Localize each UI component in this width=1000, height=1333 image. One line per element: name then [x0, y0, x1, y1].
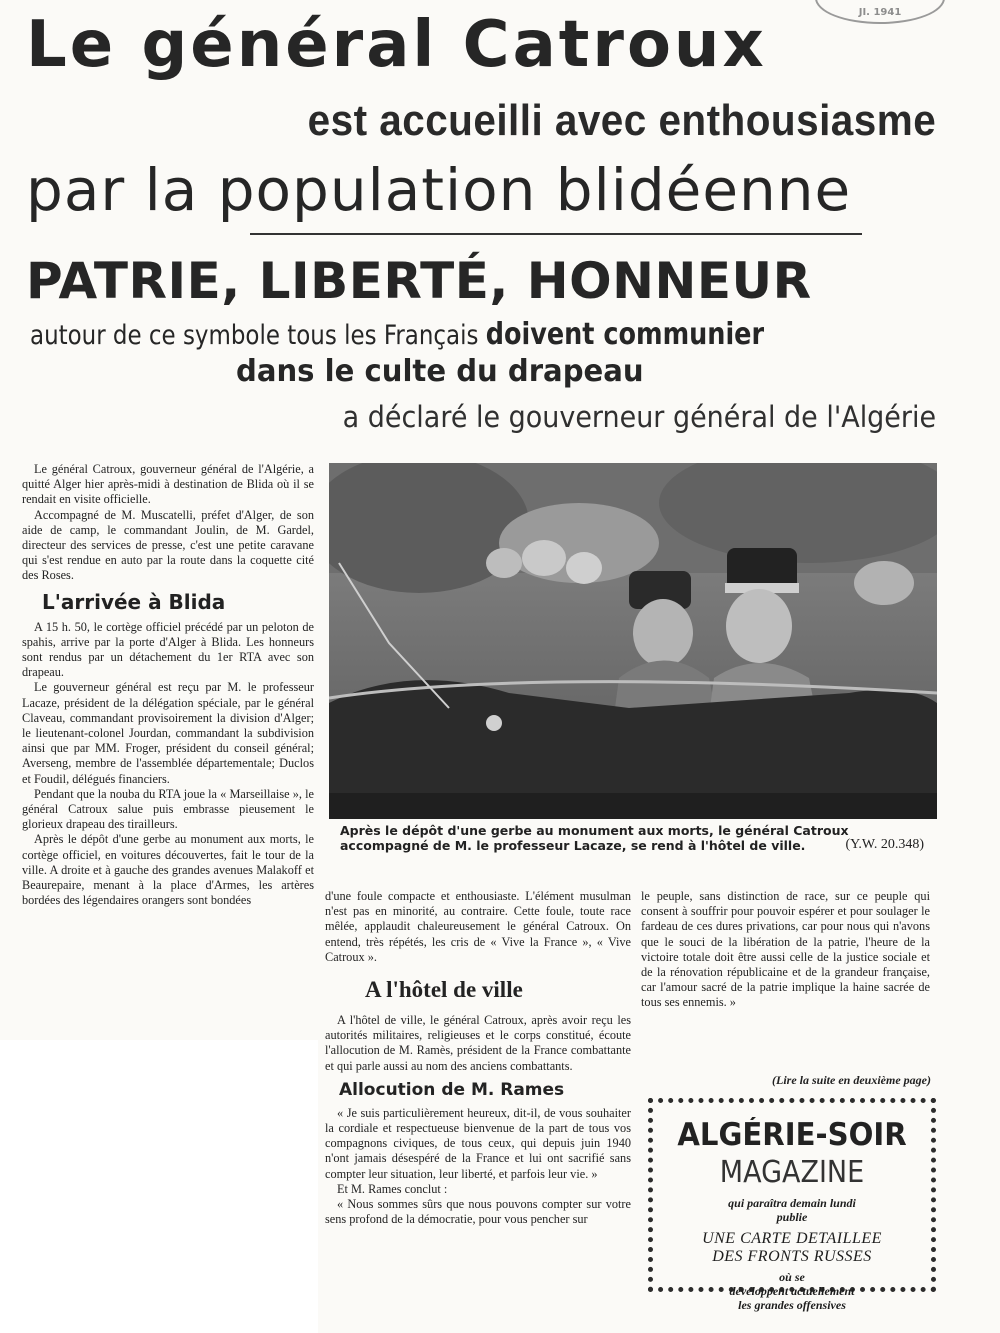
paragraph: Après le dépôt d'une gerbe au monument aux morts, le cortège officiel, en voitures découvertes, fait le tour de la ville. A droite et à gauche des grandes avenues Malakoff et Beaurepaire, menant à la place d'Armes, les artères bordées des légendaires orangers sont bondées — [22, 832, 314, 908]
section-heading: A l'hôtel de ville — [365, 977, 523, 1003]
paragraph: Le général Catroux, gouverneur général de l'Algérie, a quitté Alger hier après-midi à destination de Blida où il se rendait en visite officielle. — [22, 462, 314, 507]
headline-subtitle-2: dans le culte du drapeau — [236, 354, 644, 389]
paragraph: Accompagné de M. Muscatelli, préfet d'Alger, de son aide de camp, le commandant Joulin, de M. Gardel, directeur des services de presse, c'est une petite caravane qui s'est rendue en auto par la route dans la coquette cité des Roses. — [22, 507, 314, 583]
headline-subtitle-a: autour de ce symbole tous les Français — [30, 320, 486, 351]
ad-subtitle: MAGAZINE — [719, 1155, 865, 1190]
headline-line3: par la population blidéenne — [26, 156, 852, 224]
ad-line: qui paraîtra demain lundi — [728, 1196, 856, 1210]
advertisement-box — [648, 1098, 936, 1312]
ad-line: où se — [779, 1270, 805, 1284]
ad-line: DES FRONTS RUSSES — [712, 1248, 872, 1265]
paragraph: le peuple, sans distinction de race, sur ce peuple qui consent à souffrir pour pouvoir espérer et pour soulager le fardeau de ces dures privations, car pour nous qui n'avons que le souci de la libération de la patrie, l'heure de la victoire totale doit être aussi celle de la justice sociale et de la rénovation républicaine et de la grandeur française, car l'amour sacré de la patrie implique la haine sacrée de tous ses ennemis. » — [641, 889, 930, 1010]
photo-caption — [340, 823, 930, 853]
section-heading: Allocution de M. Rames — [339, 1079, 565, 1100]
section-heading: L'arrivée à Blida — [42, 589, 226, 614]
photo-credit: (Y.W. 20.348) — [845, 837, 924, 852]
headline-divider — [250, 233, 862, 235]
headline-main: Le général Catroux — [26, 8, 767, 82]
paragraph: Pendant que la nouba du RTA joue la « Marseillaise », le général Catroux salue puis embrasse pieusement le glorieux drapeau des tirailleurs. — [22, 786, 314, 832]
continued-note: (Lire la suite en deuxième page) — [772, 1073, 931, 1087]
ad-text-2 — [653, 1270, 931, 1312]
ad-feature — [653, 1230, 931, 1266]
ad-line: les grandes offensives — [738, 1298, 846, 1312]
photo-caption-text: Après le dépôt d'une gerbe au monument aux morts, le général Catroux accompagné de M. le professeur Lacaze, se rend à l'hôtel de ville. — [340, 823, 849, 853]
article-column-3 — [641, 889, 930, 1011]
ad-text — [653, 1196, 931, 1224]
headline-attribution: a déclaré le gouverneur général de l'Algérie — [342, 400, 936, 434]
article-column-2 — [325, 889, 631, 1227]
clipping-cutout — [0, 1040, 318, 1333]
paragraph: Le gouverneur général est reçu par M. le professeur Lacaze, président de la délégation spéciale, par le général Claveau, commandant provisoirement la division d'Alger; le lieutenant-colonel Jourdan, commandant la subdivision ainsi que par MM. Froger, président du conseil général; Averseng, membre de l'assemblée départementale; Duclos et Foudil, délégués financiers. — [22, 680, 314, 786]
paragraph: Et M. Rames conclut : — [337, 1181, 448, 1196]
ad-title: ALGÉRIE-SOIR — [677, 1117, 907, 1153]
paragraph: « Nous sommes sûrs que nous pouvons compter sur votre sens profond de la démocratie, pour vous pencher sur — [325, 1197, 631, 1227]
paragraph: d'une foule compacte et enthousiaste. L'élément musulman n'est pas en minorité, au contraire. Cette foule, toute race mêlée, applaudit chaleureusement le général Catroux. On entend, très répétés, les cris de « Vive la France », « Vive Catroux ». — [325, 889, 631, 964]
ad-line: publie — [776, 1210, 808, 1224]
ad-line: UNE CARTE DETAILLEE — [702, 1230, 882, 1247]
paragraph: « Je suis particulièrement heureux, dit-il, de vous souhaiter la cordiale et respectueuse bienvenue de la part de tous vos compagnons civiques, de tous ceux, qui depuis juin 1940 n'ont jamais désespéré de la France et lui ont sacrifié sans compter leur situation, leur liberté, et parfois leur vie. » — [325, 1105, 631, 1181]
news-photo — [329, 463, 937, 819]
headline-subtitle — [30, 317, 764, 352]
paragraph: A l'hôtel de ville, le général Catroux, après avoir reçu les autorités militaires, religieuses et le corps constitué, écoute l'allocution de M. Ramès, président de la France combattante et qui parle aussi au nom des anciens combattants. — [325, 1013, 631, 1073]
headline-subtitle-b: doivent communier — [485, 317, 765, 352]
article-column-1 — [22, 462, 314, 908]
headline-line2: est accueilli avec enthousiasme — [307, 96, 936, 145]
headline-motto: PATRIE, LIBERTÉ, HONNEUR — [26, 252, 812, 310]
archive-stamp-text: JI. 1941 — [858, 7, 902, 18]
paragraph: A 15 h. 50, le cortège officiel précédé par un peloton de spahis, arrive par la porte d'Alger à Blida. Les honneurs sont rendus par un détachement du 1er RTA avec son drapeau. — [22, 619, 314, 680]
ad-line: développent actuellement — [729, 1284, 855, 1298]
